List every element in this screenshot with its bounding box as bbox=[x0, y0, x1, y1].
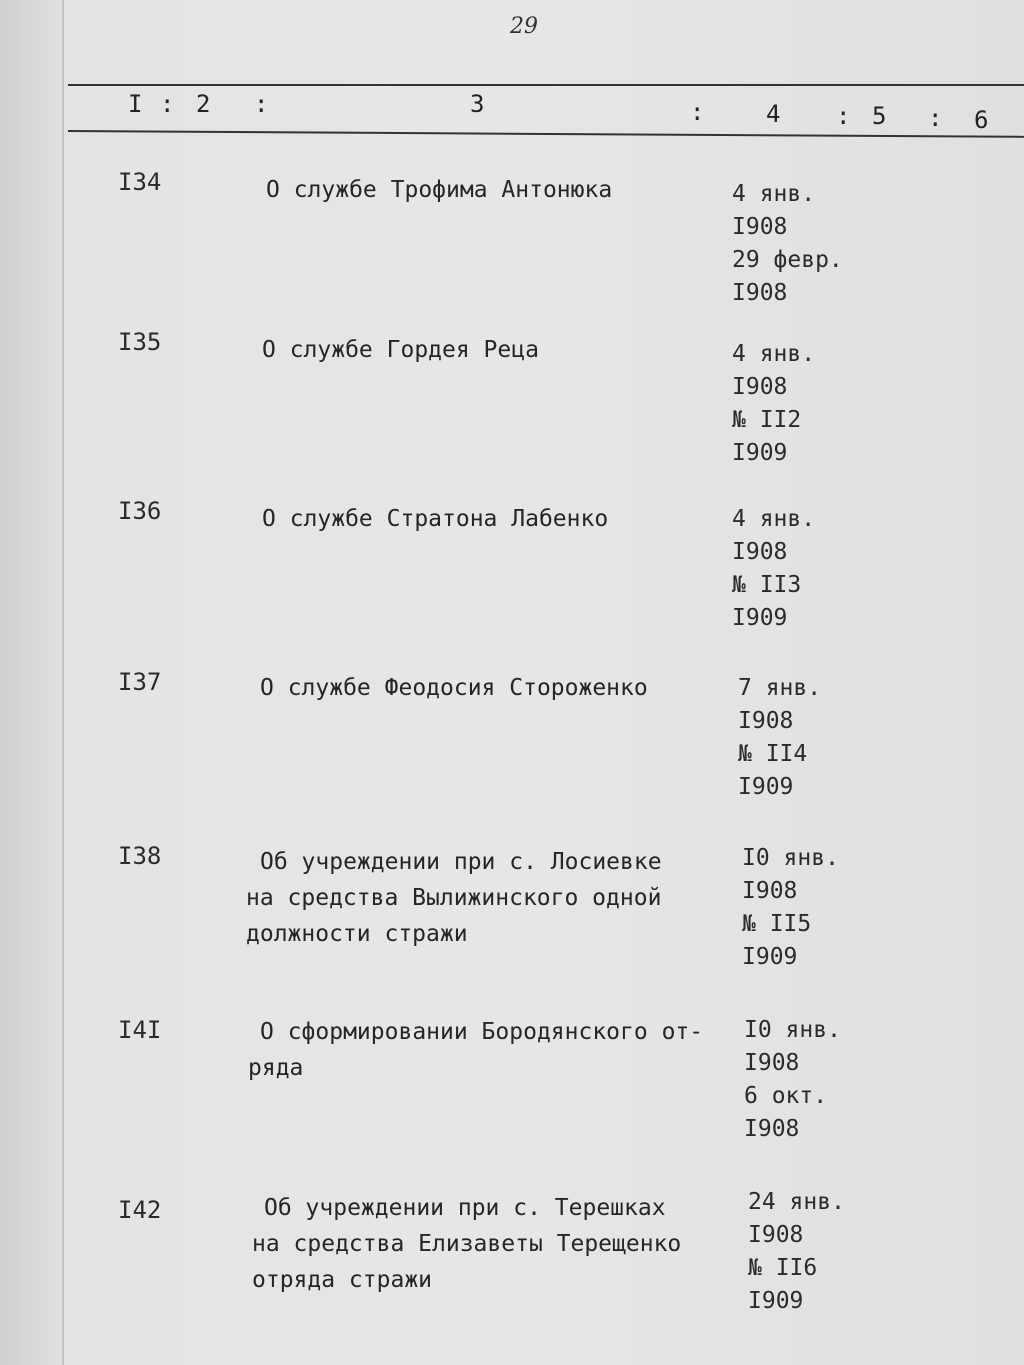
header-sep-5: : bbox=[928, 104, 943, 132]
entry-date-line: I908 bbox=[738, 708, 794, 734]
entry-title bbox=[266, 172, 736, 208]
header-col-4: 4 bbox=[766, 100, 781, 128]
entry-date-line: 6 окт. bbox=[744, 1083, 828, 1109]
entry-dates bbox=[732, 338, 862, 470]
header-col-6: 6 bbox=[974, 106, 989, 134]
header-col-1: I bbox=[128, 90, 143, 118]
entry-title-line: отряда стражи bbox=[252, 1267, 433, 1293]
entry-number: I38 bbox=[118, 842, 162, 870]
entry-dates bbox=[744, 1014, 874, 1146]
entry-date-line: 7 янв. bbox=[738, 675, 822, 701]
entry-date-line: 4 янв. bbox=[732, 506, 816, 532]
entry-title bbox=[252, 1190, 734, 1298]
entry-date-line: № II2 bbox=[732, 407, 802, 433]
entry-dates bbox=[732, 503, 862, 635]
entry-title-line: О службе Гордея Реца bbox=[262, 337, 539, 363]
entry-number: I34 bbox=[118, 168, 162, 196]
entry-date-line: I909 bbox=[742, 944, 798, 970]
header-sep-4: : bbox=[836, 102, 851, 130]
entry-title-line: должности стражи bbox=[246, 921, 468, 947]
page-number: 29 bbox=[510, 14, 538, 39]
entry-title bbox=[248, 1014, 730, 1086]
entry-title-line: Об учреждении при с. Терешках bbox=[264, 1195, 666, 1221]
binding-edge bbox=[62, 0, 64, 1365]
entry-title-line: О службе Трофима Антонюка bbox=[266, 177, 613, 203]
entry-date-line: 29 февр. bbox=[732, 247, 843, 273]
entry-date-line: I0 янв. bbox=[744, 1017, 841, 1043]
entry-date-line: I908 bbox=[744, 1050, 800, 1076]
entry-title-line: О службе Стратона Лабенко bbox=[262, 506, 609, 532]
entry-title-line: ряда bbox=[248, 1055, 304, 1081]
entry-title-line: О сформировании Бородянского от- bbox=[260, 1019, 704, 1045]
entry-title-line: О службе Феодосия Стороженко bbox=[260, 675, 648, 701]
header-sep-3: : bbox=[690, 98, 705, 126]
header-col-2: 2 bbox=[196, 90, 211, 118]
entry-title bbox=[262, 332, 732, 368]
entry-date-line: I908 bbox=[732, 539, 788, 565]
entry-date-line: I909 bbox=[738, 774, 794, 800]
entry-date-line: I908 bbox=[742, 878, 798, 904]
entry-title-line: на средства Вылижинского одной bbox=[246, 885, 662, 911]
header-sep-1: : bbox=[160, 90, 175, 118]
entry-number: I4I bbox=[118, 1016, 162, 1044]
entry-date-line: I908 bbox=[744, 1116, 800, 1142]
entry-date-line: I908 bbox=[732, 214, 788, 240]
entry-date-line: № II5 bbox=[742, 911, 812, 937]
entry-title bbox=[260, 670, 730, 706]
entry-date-line: I909 bbox=[732, 440, 788, 466]
entry-date-line: 4 янв. bbox=[732, 341, 816, 367]
entry-number: I35 bbox=[118, 328, 162, 356]
entry-date-line: № II4 bbox=[738, 741, 808, 767]
entry-number: I42 bbox=[118, 1196, 162, 1224]
header-rule-bottom bbox=[68, 130, 1024, 138]
entry-title bbox=[246, 844, 730, 952]
header-rule-top bbox=[68, 84, 1024, 86]
entry-number: I36 bbox=[118, 497, 162, 525]
entry-title bbox=[262, 501, 732, 537]
entry-date-line: 4 янв. bbox=[732, 181, 816, 207]
header-col-5: 5 bbox=[872, 102, 887, 130]
entry-number: I37 bbox=[118, 668, 162, 696]
entry-date-line: I909 bbox=[732, 605, 788, 631]
entry-title-line: на средства Елизаветы Терещенко bbox=[252, 1231, 682, 1257]
entry-date-line: № II6 bbox=[748, 1255, 818, 1281]
entry-date-line: I908 bbox=[748, 1222, 804, 1248]
entry-dates bbox=[732, 178, 862, 310]
header-col-3: 3 bbox=[470, 90, 485, 118]
entry-date-line: 24 янв. bbox=[748, 1189, 845, 1215]
entry-date-line: I908 bbox=[732, 374, 788, 400]
entry-dates bbox=[742, 842, 872, 974]
entry-dates bbox=[748, 1186, 878, 1318]
header-sep-2: : bbox=[254, 90, 269, 118]
entry-date-line: I0 янв. bbox=[742, 845, 839, 871]
entry-date-line: I909 bbox=[748, 1288, 804, 1314]
entry-date-line: № II3 bbox=[732, 572, 802, 598]
entry-date-line: I908 bbox=[732, 280, 788, 306]
entry-dates bbox=[738, 672, 868, 804]
entry-title-line: Об учреждении при с. Лосиевке bbox=[260, 849, 662, 875]
